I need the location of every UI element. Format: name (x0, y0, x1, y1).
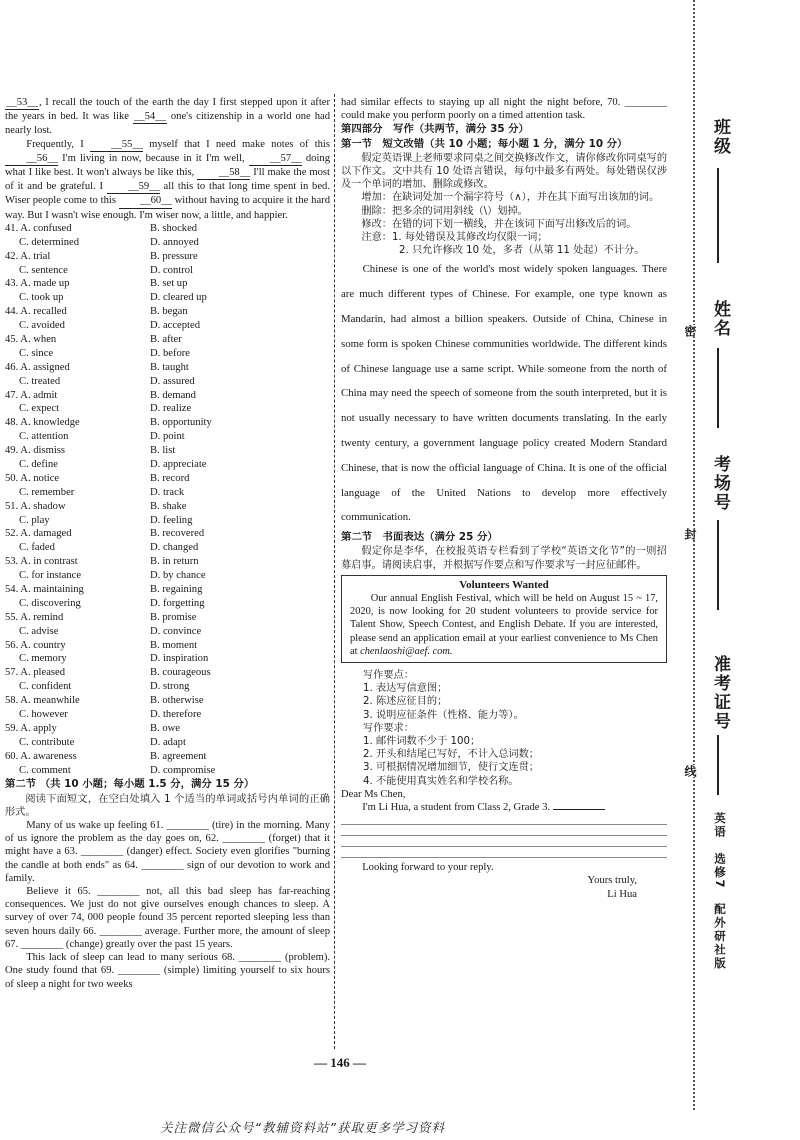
binding-dotted-line (693, 0, 695, 1110)
option-52-b: B. recovered (150, 528, 205, 540)
cloze-paragraph-1: __53__, I recall the touch of the earth the day I first stepped upon it after the years in bed. It was like __54__ one's citizenship in a world one had nearly lost. (5, 97, 330, 137)
option-42-c: C. sentence (19, 264, 68, 276)
option-43-b: B. set up (150, 278, 188, 290)
part4-title: 第四部分 写作（共两节，满分 35 分） (341, 123, 529, 136)
option-47-b: B. demand (150, 389, 196, 401)
option-55-c: C. advise (19, 625, 59, 637)
option-55-a: 55. A. remind (5, 611, 64, 623)
option-43-c: C. took up (19, 292, 64, 304)
option-43-a: 43. A. made up (5, 278, 70, 290)
add-rule: 增加：在缺词处加一个漏字符号（∧），并在其下面写出该加的词。 (361, 192, 660, 204)
option-45-c: C. since (19, 347, 54, 359)
sec1-instructions: 假定英语课上老师要求同桌之间交换修改作文，请你修改你同桌写的以下作文。文中共有 10 处语言错误，每句中最多有两处。每处错误仅涉及一个单词的增加、删除或修改。 (341, 152, 668, 191)
option-57-c: C. confident (19, 681, 72, 693)
option-57-d: D. strong (150, 681, 190, 693)
sec1-title: 第一节 短文改错（共 10 小题；每小题 1 分，满分 10 分） (341, 137, 628, 150)
option-45-d: D. before (150, 347, 191, 359)
grammar-paragraph-1: Many of us wake up feeling 61. ________ (tire) in the morning. Many of us ignore the problem as the day goes on, 62. ________ (forget) that it might have a 63. ________ (danger) effect. Society even glorifies "burning the candle at both ends" as 64. ________ sign of our devotion to work and family. (5, 820, 330, 884)
option-44-d: D. accepted (150, 320, 200, 332)
option-50-b: B. record (150, 472, 190, 484)
option-48-d: D. point (150, 431, 185, 443)
class-label: 班级 (710, 118, 730, 156)
option-58-d: D. therefore (150, 709, 202, 720)
option-41-c: C. determined (19, 236, 80, 248)
sec2-title: 第二节 书面表达（满分 25 分） (341, 531, 498, 544)
sec2-instructions: 假定你是李华，在校报英语专栏看到了学校“英语文化节”的一则招募启事。请阅读启事，并根据写作要点和写作要求写一封应征邮件。 (341, 546, 667, 571)
option-60-d: D. compromise (150, 764, 216, 776)
section2-instructions: 阅读下面短文，在空白处填入 1 个适当的单词或括号内单词的正确形式。 (5, 793, 330, 818)
letter-opening: I'm Li Hua, a student from Class 2, Grade 3. (341, 801, 667, 814)
signature-1: Yours truly, (587, 875, 637, 887)
option-51-a: 51. A. shadow (5, 500, 66, 512)
option-60-a: 60. A. awareness (5, 750, 77, 762)
left-column (5, 96, 330, 991)
error-correction-essay: Chinese is one of the world's most widely spoken languages. There are much different types of Chinese. For example, one type known as Mandarin, had almost a billion speakers. Outside of China, Chinese in some form is spoken Chinese communities worldwide. The different kinds of Chinese language use a same script. While someone from the north of China may need the speech of someone from the south interpreted, but it is not usually necessary to have written documents translating. In the early twenty century, a government language policy created Modern Standard Chinese, that is now the official language of China. It is one of the official language of the United Nations to develop more effectively communication. (341, 263, 667, 524)
option-44-b: B. began (150, 306, 188, 318)
name-field-line[interactable] (717, 348, 719, 428)
option-51-d: D. feeling (150, 514, 193, 526)
option-41-d: D. annoyed (150, 236, 199, 248)
delete-rule: 删除：把多余的词用斜线（\）划掉。 (361, 205, 528, 217)
option-57-a: 57. A. pleased (5, 667, 66, 679)
option-52-d: D. changed (150, 542, 199, 554)
option-41-a: 41. A. confused (5, 222, 72, 234)
section2-title: 第二节 （共 10 小题；每小题 1.5 分，满分 15 分） (5, 778, 255, 791)
page-number: — 146 — (314, 1055, 366, 1070)
option-50-a: 50. A. notice (5, 472, 60, 484)
option-54-b: B. regaining (150, 583, 203, 595)
option-49-c: C. define (19, 458, 58, 470)
option-44-c: C. avoided (19, 320, 65, 332)
option-47-c: C. expect (19, 403, 60, 415)
option-53-d: D. by chance (150, 570, 206, 582)
volunteer-notice (341, 575, 667, 663)
seal-mark-feng: 封 (683, 528, 697, 540)
option-46-a: 46. A. assigned (5, 361, 70, 373)
footer-note: 关注微信公众号“教辅资料站”获取更多学习资料 (160, 1120, 445, 1135)
option-58-b: B. otherwise (150, 695, 204, 707)
option-48-a: 48. A. knowledge (5, 417, 80, 429)
grammar-paragraph-cont: had similar effects to staying up all night the night before, 70. ________ could make you perform poorly on a timed attention task. (341, 97, 667, 122)
option-49-b: B. list (150, 445, 176, 457)
option-56-a: 56. A. country (5, 639, 66, 651)
right-column (341, 96, 667, 901)
salutation: Dear Ms Chen, (341, 788, 406, 800)
option-46-c: C. treated (19, 375, 61, 387)
option-60-b: B. agreement (150, 750, 207, 762)
option-56-b: B. moment (150, 639, 198, 651)
option-44-a: 44. A. recalled (5, 306, 67, 318)
seal-mark-xian: 线 (683, 765, 697, 777)
grammar-paragraph-3: This lack of sleep can lead to many serious 68. ________ (problem). One study found that 69. ________ (simple) limiting yourself to six hours of sleep a night for two weeks (5, 952, 330, 990)
writing-points: 写作要点： 1. 表达写信意图； 2. 陈述应征目的； 3. 说明应征条件（性格、能力等）。 写作要求： 1. 邮件词数不少于 100； 2. 开头和结尾已写好，不计入总词数； 3. 可根据情况增加细节，使行文连贯； 4. 不能使用真实姓名和学校名称。 (363, 670, 539, 787)
room-field-line[interactable] (717, 520, 719, 610)
note-1: 注意：1. 每处错误及其修改均仅限一词； (361, 232, 548, 244)
room-label: 考场号 (710, 455, 730, 512)
option-58-c: C. however (19, 709, 68, 720)
option-52-c: C. faded (19, 542, 55, 554)
option-54-a: 54. A. maintaining (5, 583, 84, 595)
option-55-b: B. promise (150, 611, 197, 623)
option-56-d: D. inspiration (150, 653, 209, 665)
option-46-d: D. assured (150, 375, 195, 387)
option-51-c: C. play (19, 514, 50, 526)
class-field-line[interactable] (717, 168, 719, 263)
note-2: 2. 只允许修改 10 处，多者（从第 11 处起）不计分。 (399, 245, 645, 257)
option-43-d: D. cleared up (150, 292, 207, 304)
option-42-b: B. pressure (150, 250, 198, 262)
option-49-d: D. appreciate (150, 458, 207, 470)
column-divider (334, 94, 335, 1049)
option-50-d: D. track (150, 486, 185, 498)
option-59-c: C. contribute (19, 736, 75, 748)
option-47-d: D. realize (150, 403, 192, 415)
option-48-c: C. attention (19, 431, 69, 443)
option-42-d: D. control (150, 264, 193, 276)
option-56-c: C. memory (19, 653, 67, 665)
option-50-c: C. remember (19, 486, 75, 498)
option-41-b: B. shocked (150, 222, 198, 234)
option-53-a: 53. A. in contrast (5, 556, 78, 568)
signature-2: Li Hua (607, 888, 637, 900)
option-60-c: C. comment (19, 764, 71, 776)
option-52-a: 52. A. damaged (5, 528, 72, 540)
option-45-a: 45. A. when (5, 333, 57, 345)
subject-label: 英语 选修7 配外研社版 (713, 812, 727, 971)
notice-email: chenlaoshi@aef. com. (360, 645, 453, 657)
notice-text: Our annual English Festival, which will be held on August 15 ~ 17, 2020, is now looking for 20 student volunteers to provide service for Talent Show, Speech Contest, and English Debate. If you are interested, please send an application email at your earliest convenience to Ms Chen at chenlaoshi@aef. com. (350, 593, 658, 657)
letter-closing: Looking forward to your reply. (362, 862, 494, 874)
grammar-paragraph-2: Believe it 65. ________ not, all this bad sleep has far-reaching consequences. We just do not give ourselves enough chances to sleep. A survey of over 74, 000 people found 35 percent reported sleeping less than seven hours daily 66. ________ average. Further more, the amount of sleep 67. ________ (change) greatly over the past 15 years. (5, 886, 330, 950)
option-46-b: B. taught (150, 361, 189, 373)
option-57-b: B. courageous (150, 667, 211, 679)
option-58-a: 58. A. meanwhile (5, 695, 80, 707)
option-45-b: B. after (150, 333, 182, 345)
option-53-b: B. in return (150, 556, 199, 568)
option-54-d: D. forgetting (150, 597, 205, 609)
option-53-c: C. for instance (19, 570, 82, 582)
option-51-b: B. shake (150, 500, 187, 512)
notice-title: Volunteers Wanted (459, 578, 549, 591)
name-label: 姓名 (710, 300, 730, 338)
option-48-b: B. opportunity (150, 417, 212, 429)
cloze-paragraph-2: Frequently, I __55__ myself that I need make notes of this __56__ I'm living in now, because in it I'm well, __57__ doing what I like best. It won't always be like this, __58__ I'll make the most of it and be grateful. I __59__ all this to that long time spent in bed. Wiser people come to this __60__ without having to acquire it the hard way. But I wasn't wise enough. I'm wiser now, a little, and happier. (5, 138, 331, 221)
option-54-c: C. discovering (19, 597, 81, 609)
option-42-a: 42. A. trial (5, 250, 51, 262)
id-label: 准考证号 (710, 655, 730, 731)
option-59-d: D. adapt (150, 736, 186, 748)
option-59-a: 59. A. apply (5, 722, 57, 734)
modify-rule: 修改：在错的词下划一横线，并在该词下面写出修改后的词。 (361, 218, 637, 230)
seal-mark-mi: 密 (683, 325, 697, 337)
option-49-a: 49. A. dismiss (5, 445, 66, 457)
option-59-b: B. owe (150, 722, 181, 734)
cloze-options (5, 222, 330, 778)
option-47-a: 47. A. admit (5, 389, 58, 401)
answer-lines (341, 814, 667, 858)
option-55-d: D. convince (150, 625, 202, 637)
id-field-line[interactable] (717, 735, 719, 795)
